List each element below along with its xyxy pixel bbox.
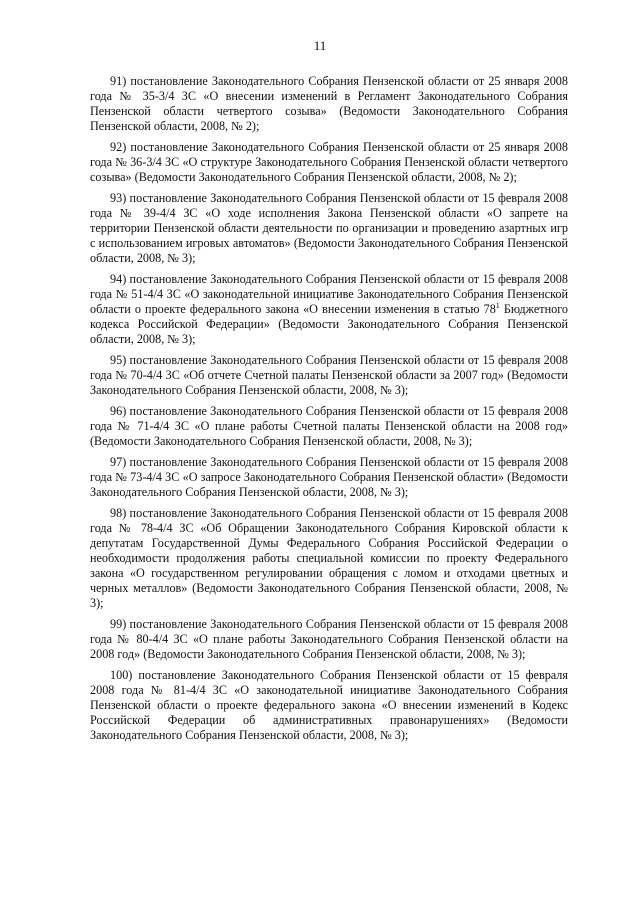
list-item-91: 91) постановление Законодательного Собрания Пензенской области от 25 января 2008 года № 35-3/4 ЗС «О внесении изменений в Регламент Законодательного Собрания Пензенской области четвертого созыва» (Ведомости Законодательного Собрания Пензенской области, 2008, № 2); (90, 74, 568, 133)
list-item-94-text-after: Бюджетного кодекса Российской Федерации» (Ведомости Законодательного Собрания Пензенской области, 2008, № 3); (90, 302, 568, 346)
document-body (90, 74, 568, 749)
list-item-99: 99) постановление Законодательного Собрания Пензенской области от 15 февраля 2008 года № 80-4/4 ЗС «О плане работы Законодательного Собрания Пензенской области на 2008 год» (Ведомости Законодательного Собрания Пензенской области, 2008, № 3); (90, 617, 568, 661)
list-item-93: 93) постановление Законодательного Собрания Пензенской области от 15 февраля 2008 года № 39-4/4 ЗС «О ходе исполнения Закона Пензенской области «О запрете на территории Пензенской области деятельности по организации и проведению азартных игр с использованием игровых автоматов» (Ведомости Законодательного Собрания Пензенской области, 2008, № 3); (90, 191, 568, 265)
list-item-98: 98) постановление Законодательного Собрания Пензенской области от 15 февраля 2008 года № 78-4/4 ЗС «Об Обращении Законодательного Собрания Кировской области к депутатам Государственной Думы Федерального Собрания Российской Федерации о необходимости продолжения работы специальной комиссии по проекту Федерального закона «О государственном регулировании обращения с ломом и отходами цветных и черных металлов» (Ведомости Законодательного Собрания Пензенской области, 2008, № 3); (90, 506, 568, 610)
list-item-95: 95) постановление Законодательного Собрания Пензенской области от 15 февраля 2008 года № 70-4/4 ЗС «Об отчете Счетной палаты Пензенской области за 2007 год» (Ведомости Законодательного Собрания Пензенской области, 2008, № 3); (90, 353, 568, 397)
superscript-index: 1 (495, 301, 500, 310)
list-item-92: 92) постановление Законодательного Собрания Пензенской области от 25 января 2008 года № 36-3/4 ЗС «О структуре Законодательного Собрания Пензенской области четвертого созыва» (Ведомости Законодательного Собрания Пензенской области, 2008, № 2); (90, 140, 568, 184)
page-number: 11 (313, 38, 327, 53)
list-item-94-text-before: 94) постановление Законодательного Собрания Пензенской области от 15 февраля 2008 года № 51-4/4 ЗС «О законодательной инициативе Законодательного Собрания Пензенской области о проекте федерального закона «О внесении изменения в статью 78 (90, 272, 568, 316)
list-item-96: 96) постановление Законодательного Собрания Пензенской области от 15 февраля 2008 года № 71-4/4 ЗС «О плане работы Счетной палаты Пензенской области на 2008 год» (Ведомости Законодательного Собрания Пензенской области, 2008, № 3); (90, 404, 568, 448)
list-item-94 (90, 272, 568, 347)
list-item-100: 100) постановление Законодательного Собрания Пензенской области от 15 февраля 2008 года № 81-4/4 ЗС «О законодательной инициативе Законодательного Собрания Пензенской области о проекте федерального закона «О внесении изменений в Кодекс Российской Федерации об административных правонарушениях» (Ведомости Законодательного Собрания Пензенской области, 2008, № 3); (90, 668, 568, 742)
list-item-97: 97) постановление Законодательного Собрания Пензенской области от 15 февраля 2008 года № 73-4/4 ЗС «О запросе Законодательного Собрания Пензенской области» (Ведомости Законодательного Собрания Пензенской области, 2008, № 3); (90, 455, 568, 499)
